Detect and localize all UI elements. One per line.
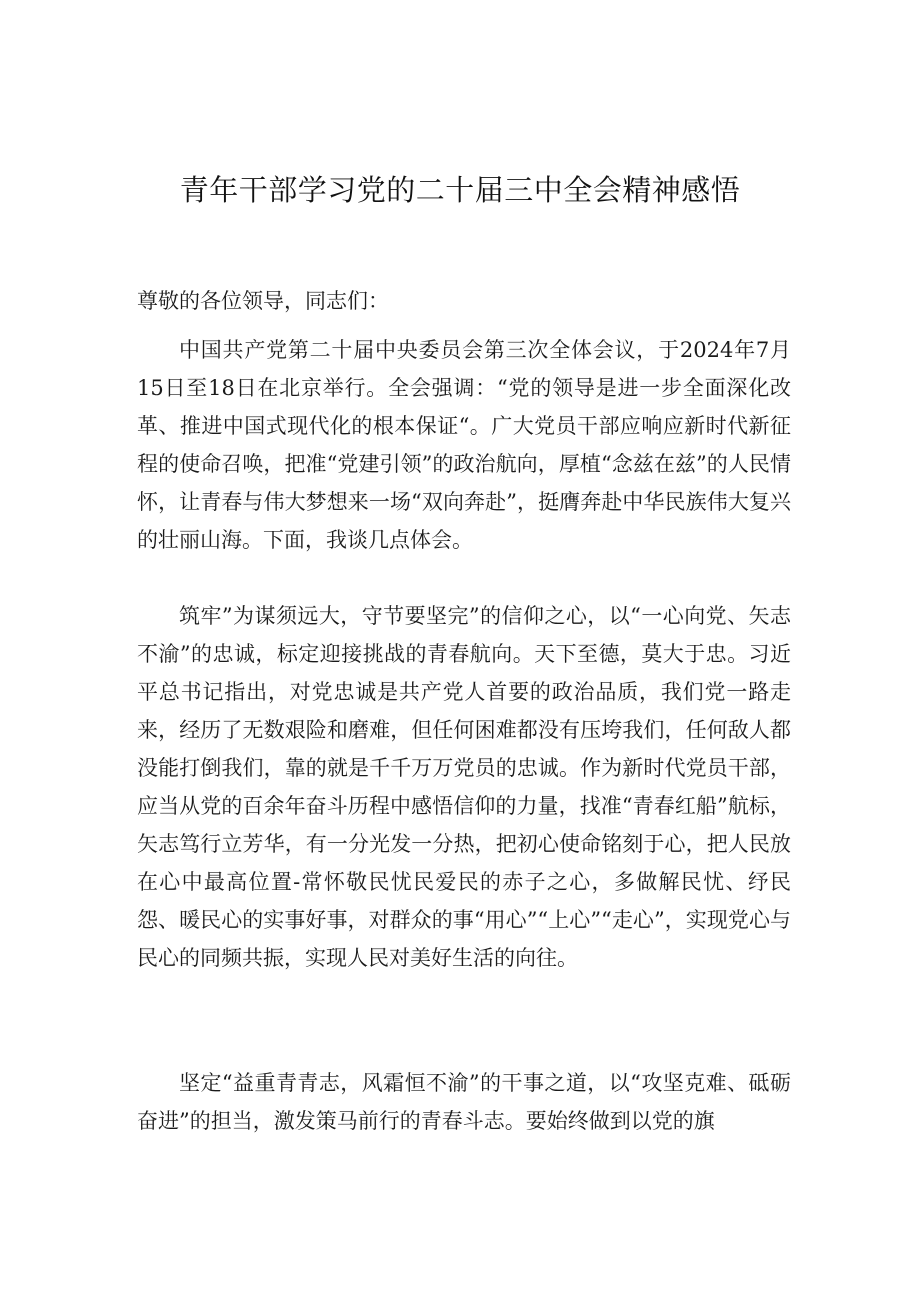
paragraph-intro: 中国共产党第二十届中央委员会第三次全体会议，于2024年7月15日至18日在北京举行。全会强调：“党的领导是进一步全面深化改革、推进中国式现代化的根本保证“。广大党员干部应响应新时代新征程的使命召唤，把准“党建引领”的政治航向，厚植“念兹在兹”的人民情怀，让青春与伟大梦想来一场“双向奔赴”，挺膺奔赴中华民族伟大复兴的壮丽山海。下面，我谈几点体会。 [137, 338, 791, 552]
document-title: 青年干部学习党的二十届三中全会精神感悟 [179, 173, 741, 207]
salutation: 尊敬的各位领导，同志们： [137, 289, 389, 313]
paragraph-commitment: 坚定“益重青青志，风霜恒不渝”的干事之道，以“攻坚克难、砥砺奋进”的担当，激发策马前行的青春斗志。要始终做到以党的旗 [137, 1071, 791, 1133]
paragraph-loyalty: 筑牢”为谋须远大，守节要坚完”的信仰之心，以“一心向党、矢志不渝”的忠诚，标定迎接挑战的青春航向。天下至德，莫大于忠。习近平总书记指出，对党忠诚是共产党人首要的政治品质，我们党一路走来，经历了无数艰险和磨难，但任何困难都没有压垮我们，任何敌人都没能打倒我们，靠的就是千千万万党员的忠诚。作为新时代党员干部，应当从党的百余年奋斗历程中感悟信仰的力量，找准“青春红船”航标，矢志笃行立芳华，有一分光发一分热，把初心使命铭刻于心，把人民放在心中最高位置-常怀敬民忧民爱民的赤子之心，多做解民忧、纾民怨、暖民心的实事好事，对群众的事“用心”“上心”“走心”，实现党心与民心的同频共振，实现人民对美好生活的向往。 [137, 604, 791, 970]
